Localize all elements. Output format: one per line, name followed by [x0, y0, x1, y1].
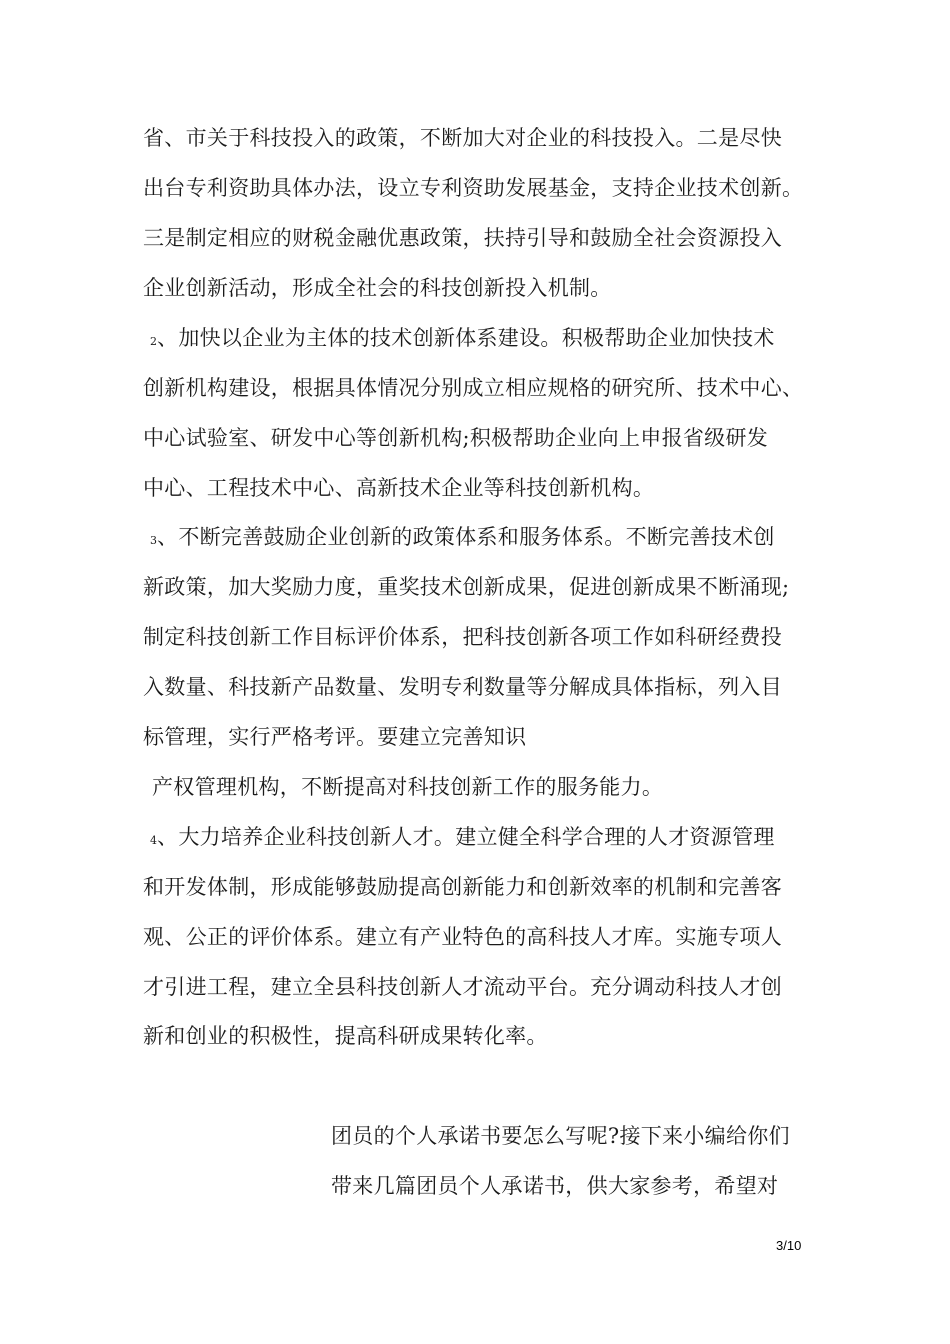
text-line: 团员的个人承诺书要怎么写呢?接下来小编给你们 — [331, 1124, 790, 1148]
text-line: 加快以企业为主体的技术创新体系建设。积极帮助企业加快技术 — [178, 326, 775, 350]
text-line: 三是制定相应的财税金融优惠政策，扶持引导和鼓励全社会资源投入 — [143, 226, 782, 250]
text-line: 才引进工程，建立全县科技创新人才流动平台。充分调动科技人才创 — [143, 975, 782, 999]
item-separator: 、 — [157, 326, 179, 350]
item-number: 2 — [150, 335, 157, 348]
text-line: 省、市关于科技投入的政策，不断加大对企业的科技投入。二是尽快 — [143, 126, 782, 150]
page-number: 3/10 — [776, 1238, 802, 1253]
text-line: 带来几篇团员个人承诺书，供大家参考，希望对 — [331, 1174, 779, 1198]
text-line: 中心试验室、研发中心等创新机构;积极帮助企业向上申报省级研发 — [143, 426, 769, 450]
item-separator: 、 — [157, 525, 179, 549]
item-number: 4 — [150, 834, 157, 847]
text-line: 和开发体制，形成能够鼓励提高创新能力和创新效率的机制和完善客 — [143, 875, 782, 899]
numbered-item-3 — [150, 523, 775, 555]
item-number: 3 — [150, 534, 157, 547]
text-line: 产权管理机构，不断提高对科技创新工作的服务能力。 — [152, 775, 664, 799]
text-line: 出台专利资助具体办法，设立专利资助发展基金，支持企业技术创新。 — [143, 176, 804, 200]
text-line: 大力培养企业科技创新人才。建立健全科学合理的人才资源管理 — [178, 825, 775, 849]
text-line: 观、公正的评价体系。建立有产业特色的高科技人才库。实施专项人 — [143, 925, 782, 949]
numbered-item-4 — [150, 823, 775, 855]
text-line: 不断完善鼓励企业创新的政策体系和服务体系。不断完善技术创 — [178, 525, 775, 549]
item-separator: 、 — [157, 825, 179, 849]
text-line: 新和创业的积极性，提高科研成果转化率。 — [143, 1024, 548, 1048]
numbered-item-2 — [150, 324, 775, 356]
text-line: 创新机构建设，根据具体情况分别成立相应规格的研究所、技术中心、 — [143, 376, 804, 400]
text-line: 企业创新活动，形成全社会的科技创新投入机制。 — [143, 276, 612, 300]
text-line: 中心、工程技术中心、高新技术企业等科技创新机构。 — [143, 476, 655, 500]
text-line: 新政策，加大奖励力度，重奖技术创新成果，促进创新成果不断涌现; — [143, 575, 790, 599]
text-line: 制定科技创新工作目标评价体系，把科技创新各项工作如科研经费投 — [143, 625, 782, 649]
text-line: 入数量、科技新产品数量、发明专利数量等分解成具体指标，列入目 — [143, 675, 782, 699]
text-line: 标管理，实行严格考评。要建立完善知识 — [143, 725, 527, 749]
